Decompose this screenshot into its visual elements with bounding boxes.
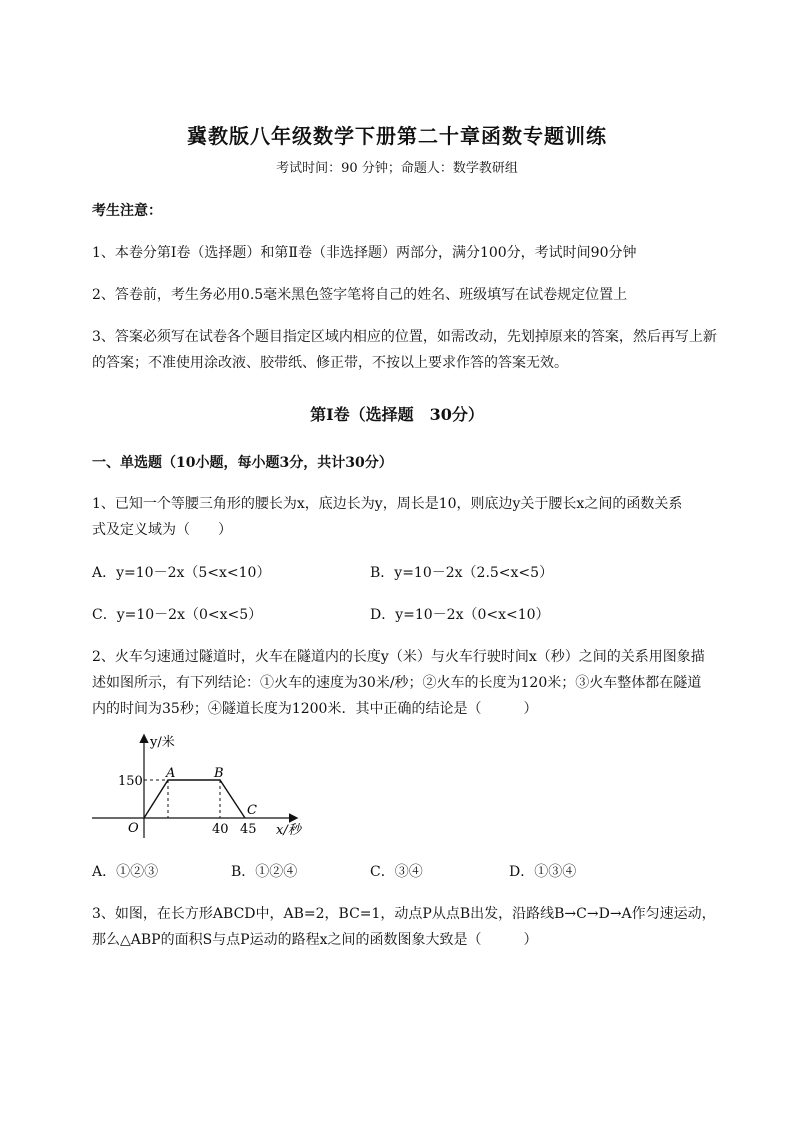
section-title: 第Ⅰ卷（选择题 30分） (310, 405, 484, 424)
q2-text-line2: 述如图所示，有下列结论：①火车的速度为30米/秒；②火车的长度为120米；③火车整体都在隧道 (92, 675, 702, 691)
x-axis-label: x/秒 (276, 823, 301, 838)
point-a-label: A (166, 766, 176, 781)
origin-label: O (128, 821, 139, 836)
q2-option-b[interactable]: B．①②④ (231, 864, 298, 880)
q2-option-c[interactable]: C．③④ (370, 864, 423, 880)
y-tick-150: 150 (118, 774, 143, 789)
q3-text-line1: 3、如图，在长方形ABCD中，AB=2，BC=1，动点P从点B出发，沿路线B→C→D→A作匀速运动， (92, 906, 716, 922)
notice-heading: 考生注意： (92, 203, 162, 219)
q2-text-line3: 内的时间为35秒；④隧道长度为1200米．其中正确的结论是（ ） (92, 701, 538, 717)
exam-subtitle: 考试时间：90 分钟；命题人：数学教研组 (276, 161, 518, 176)
q2-option-d[interactable]: D．①③④ (509, 864, 577, 880)
notice-item-3-cont: 的答案；不准使用涂改液、胶带纸、修正带，不按以上要求作答的答案无效。 (92, 355, 568, 371)
x-tick-40: 40 (212, 822, 229, 837)
point-c-label: C (247, 803, 257, 818)
point-b-label: B (214, 766, 224, 781)
part-title: 一、单选题（10小题，每小题3分，共计30分） (92, 455, 393, 471)
q3-text-line2: 那么△ABP的面积S与点P运动的路程x之间的函数图象大致是（ ） (92, 932, 538, 948)
notice-item-3: 3、答案必须写在试卷各个题目指定区域内相应的位置，如需改动，先划掉原来的答案，然后再写上新 (92, 329, 717, 345)
q2-graph (88, 730, 328, 842)
q1-option-b[interactable]: B．y=10－2x（2.5<x<5） (370, 565, 554, 581)
q1-option-a[interactable]: A．y=10－2x（5<x<10） (92, 565, 271, 581)
notice-item-1: 1、本卷分第Ⅰ卷（选择题）和第Ⅱ卷（非选择题）两部分，满分100分，考试时间90分钟 (92, 245, 637, 261)
notice-item-2: 2、答卷前，考生务必用0.5毫米黑色签字笔将自己的姓名、班级填写在试卷规定位置上 (92, 287, 628, 303)
graph-line (144, 780, 245, 818)
q1-option-c[interactable]: C．y=10－2x（0<x<5） (92, 607, 263, 623)
q2-text-line1: 2、火车匀速通过隧道时，火车在隧道内的长度y（米）与火车行驶时间x（秒）之间的关系用图象描 (92, 649, 705, 665)
q2-option-a[interactable]: A．①②③ (92, 864, 159, 880)
x-tick-45: 45 (240, 822, 257, 837)
q1-option-d[interactable]: D．y=10－2x（0<x<10） (370, 607, 550, 623)
q1-text-line2: 式及定义域为（ ） (92, 522, 232, 538)
y-axis-label: y/米 (150, 735, 175, 750)
page-title: 冀教版八年级数学下册第二十章函数专题训练 (187, 124, 607, 148)
q1-text-line1: 1、已知一个等腰三角形的腰长为x，底边长为y，周长是10，则底边y关于腰长x之间的函数关系 (92, 496, 683, 512)
